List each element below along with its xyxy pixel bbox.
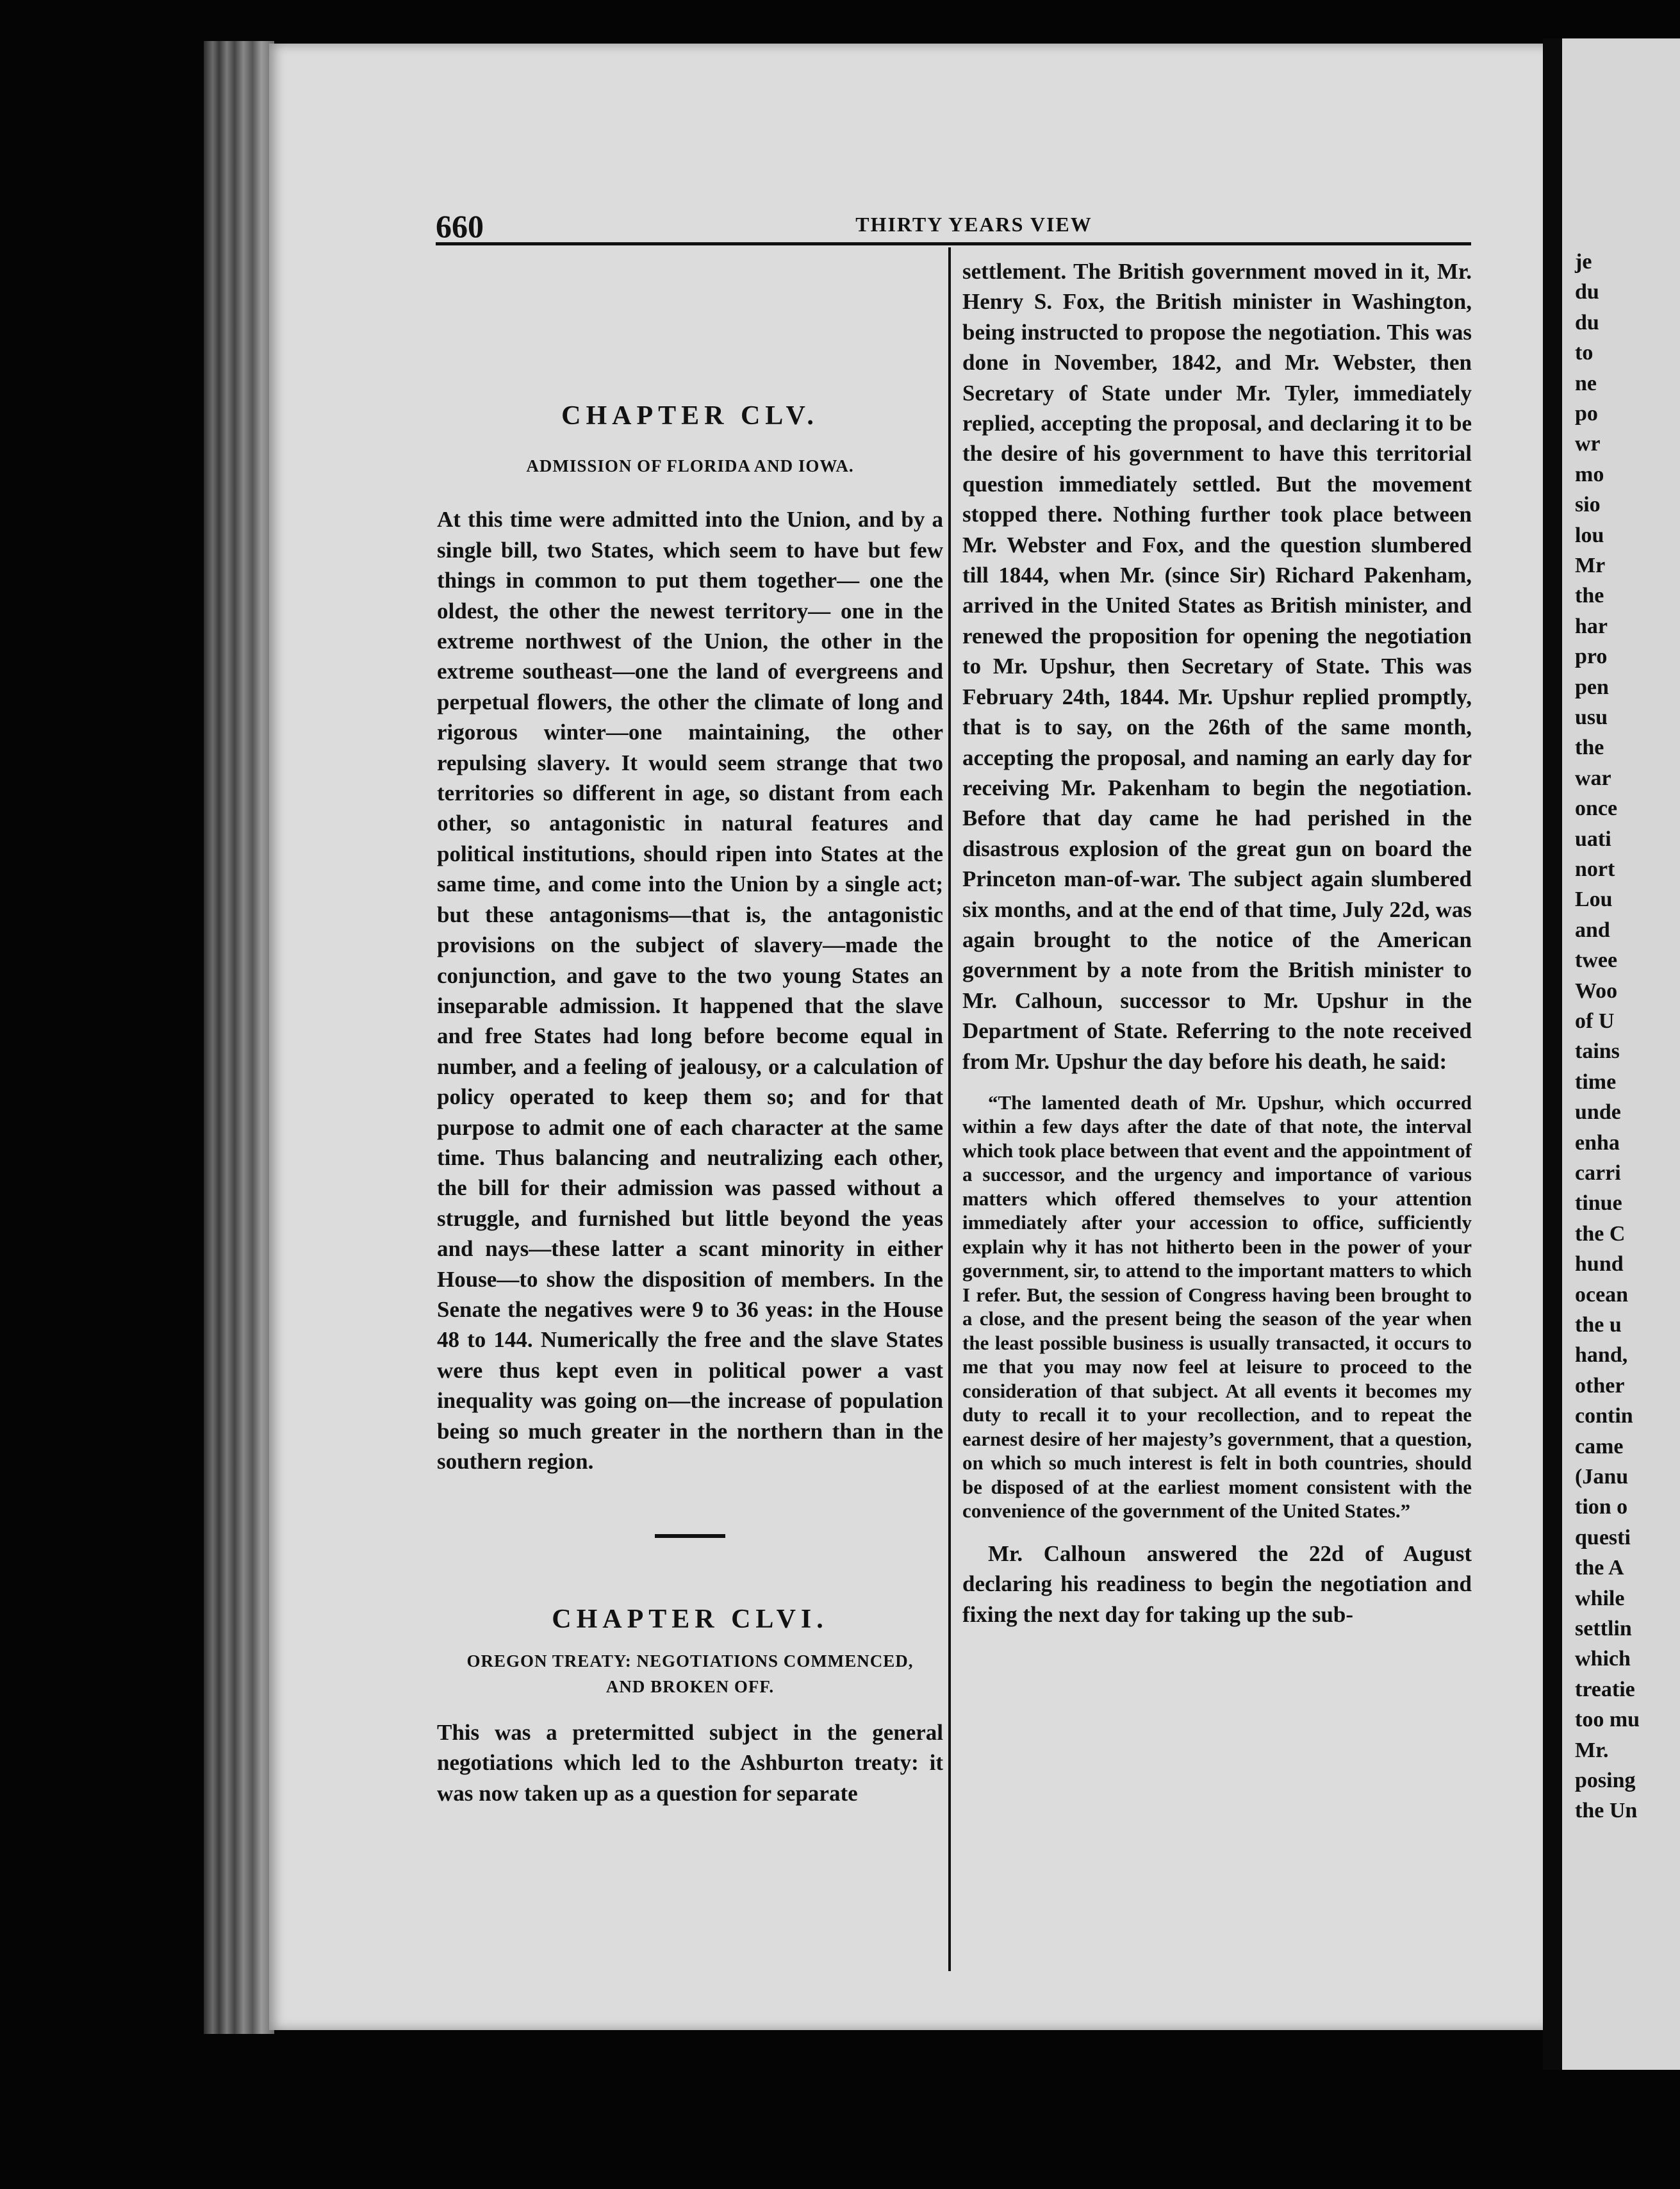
chapter-155-body: At this time were admitted into the Union, and by a single bill, two States, which seem to have but few things in common to put them together— one the oldest, the other the newest territory— one in the extreme northwest of the Union, the other in the extreme southeast—one the land of evergreens and perpetual flowers, the other the climate of long and rigorous winter—one maintaining, the other repulsing slavery. It would seem strange that two territories so different in age, so distant from each other, so antagonistic in natural features and political institutions, should ripen into States at the same time, and come into the Union by a single act; but these antagonisms—that is, the antagonistic provisions on the subject of slavery—made the conjunction, and gave to the two young States an inseparable admission. It happened that the slave and free States had long before become equal in number, and a feeling of jealousy, or a calculation of policy operated to keep them so; and for that purpose to admit one of each character at the same time. Thus balancing and neutralizing each other, the bill for their admission was passed without a struggle, and furnished but little beyond the yeas and nays—these latter a scant minority in either House—to show the disposition of members. In the Senate the negatives were 9 to 36 yeas: in the House 48 to 144. Numerically the free and the slave States were thus kept even in political power a vast inequality was going on—the increase of population being so much greater in the northern than in the southern region. (437, 507, 943, 1474)
chapter-156-subtitle-line2: AND BROKEN OFF. (605, 1676, 775, 1696)
facing-page-line: unde (1575, 1100, 1621, 1125)
chapter-156-body-continued: settlement. The British government moved in it, Mr. Henry S. Fox, the British minister in Washington, being instructed to propose the negotiation. This was done in November, 1842, and Mr. Webster, then Secretary of State under Mr. Tyler, immediately replied, accepting the proposal, and declaring it to be the desire of his government to have this territorial question immediately settled. But the movement stopped there. Nothing further took place between Mr. Webster and Fox, and the question slumbered till 1844, when Mr. (since Sir) Richard Pakenham, arrived in the United States as British minister, and renewed the proposition for opening the negotiation to Mr. Upshur, then Secretary of State. This was February 24th, 1844. Mr. Upshur replied promptly, that is to say, on the 26th of the same month, accepting the proposal, and naming an early day for receiving Mr. Pakenham to begin the negotiation. Before that day came he had perished in the disastrous explosion of the great gun on board the Princeton man-of-war. The subject again slumbered six months, and at the end of that time, July 22d, was again brought to the notice of the American government by a note from the British minister to Mr. Calhoun, successor to Mr. Upshur in the Department of State. Referring to the note received from Mr. Upshur the day before his death, he said: (962, 259, 1472, 1074)
facing-page-line: Lou (1575, 888, 1613, 912)
facing-page-line: Mr (1575, 554, 1606, 577)
chapter-156-title: CHAPTER CLVI. (552, 1605, 828, 1635)
facing-page-line: mo (1575, 462, 1604, 486)
page-number: 660 (436, 208, 484, 244)
facing-page-line: twee (1575, 948, 1618, 973)
facing-page-line: posing (1575, 1769, 1636, 1792)
facing-page-line: the u (1575, 1313, 1622, 1337)
facing-page-line: too mu (1575, 1708, 1640, 1732)
facing-page-line: tion o (1575, 1495, 1628, 1519)
facing-page-line: pen (1575, 675, 1609, 699)
facing-page-line: war (1575, 766, 1611, 790)
facing-page-line: har (1575, 614, 1608, 638)
facing-page-line: ocean (1575, 1282, 1629, 1307)
facing-page-line: other (1575, 1373, 1625, 1398)
facing-page-line: the (1575, 736, 1604, 760)
facing-page-line: once (1575, 797, 1618, 821)
facing-page-line: which (1575, 1647, 1631, 1671)
facing-page-line: the (1575, 584, 1604, 608)
facing-page-fragment (1543, 38, 1680, 2070)
facing-page-line: of U (1575, 1009, 1615, 1033)
chapter-155-title: CHAPTER CLV. (561, 401, 819, 431)
facing-page-line: tains (1575, 1039, 1620, 1064)
facing-page-line: the A (1575, 1556, 1624, 1580)
facing-page-line: time (1575, 1070, 1617, 1094)
facing-page-line: the C (1575, 1221, 1626, 1246)
facing-page-line: questi (1575, 1525, 1631, 1549)
facing-page-line: the Un (1575, 1799, 1638, 1823)
column-rule (948, 247, 951, 1971)
facing-page-line: je (1575, 250, 1592, 274)
calhoun-reply: Mr. Calhoun answered the 22d of August declaring his readiness to begin the negotiation and fixing the next day for taking up the sub- (962, 1541, 1472, 1627)
facing-page-line: to (1575, 341, 1594, 365)
facing-page-line: ne (1575, 371, 1597, 395)
book-page-edges (204, 41, 274, 2034)
facing-page-line: du (1575, 280, 1599, 304)
facing-page-line: settlin (1575, 1617, 1632, 1640)
facing-page-line: while (1575, 1586, 1625, 1610)
facing-page-line: and (1575, 918, 1610, 942)
facing-page-line: sio (1575, 493, 1601, 517)
facing-page-line: hand, (1575, 1343, 1628, 1367)
facing-page-line: du (1575, 310, 1599, 335)
facing-page-line: contin (1575, 1404, 1633, 1428)
chapter-156-body-start: This was a pretermitted subject in the general negotiations which led to the Ashburton treaty: it was now taken up as a question for separate (437, 1719, 943, 1806)
facing-page-line: Woo (1575, 979, 1618, 1003)
book-page (269, 44, 1549, 2030)
facing-page-line: Mr. (1575, 1738, 1609, 1762)
facing-page-line: tinue (1575, 1191, 1622, 1216)
right-column (962, 256, 1472, 1630)
facing-page-line: wr (1575, 432, 1601, 456)
chapter-155-subtitle: ADMISSION OF FLORIDA AND IOWA. (526, 456, 854, 476)
facing-page-line: (Janu (1575, 1465, 1629, 1489)
running-head: THIRTY YEARS VIEW (855, 213, 1092, 236)
facing-page-line: came (1575, 1434, 1624, 1458)
chapter-156-subtitle-line1: OREGON TREATY: NEGOTIATIONS COMMENCED, (466, 1651, 914, 1671)
facing-page-line: pro (1575, 645, 1608, 669)
facing-page-line: treatie (1575, 1677, 1635, 1701)
upshur-quote: “The lamented death of Mr. Upshur, which occurred within a few days after the date of that note, the interval which took place between that event and the appointment of a successor, and the urgency and importance of various matters which offered themselves to your attention immediately after your accession to office, sufficiently explain why it has not hitherto been in the power of your government, sir, to attend to the important matters to which I refer. But, the session of Congress having been brought to a close, and the present being the season of the year when the least possible business is usually transacted, it occurs to me that you may now feel at leisure to proceed to the consideration of that subject. At all events it becomes my duty to recall it to your recollection, and to repeat the earnest desire of her majesty’s government, that a question, on which so much interest is felt in both countries, should be disposed of at the earliest moment consistent with the convenience of the government of the United States.” (962, 1091, 1472, 1523)
facing-page-line: hund (1575, 1252, 1624, 1276)
facing-page-line: nort (1575, 857, 1615, 881)
facing-page-line: carri (1575, 1161, 1621, 1185)
facing-page-line: lou (1575, 523, 1604, 547)
facing-page-line: usu (1575, 706, 1608, 729)
facing-page-line: po (1575, 402, 1598, 425)
facing-page-line: enha (1575, 1130, 1620, 1155)
facing-page-line: uati (1575, 827, 1611, 851)
left-column (437, 236, 943, 1808)
